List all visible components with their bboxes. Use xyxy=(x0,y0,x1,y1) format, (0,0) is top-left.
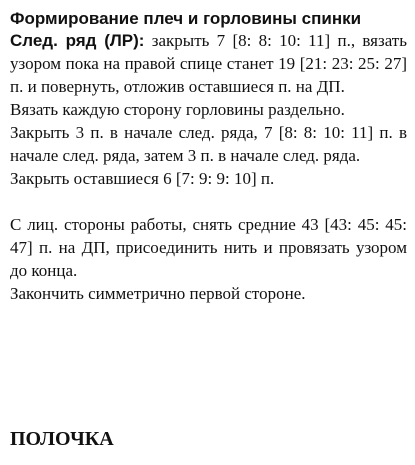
document-page xyxy=(10,8,407,450)
instruction-step-2: Вязать каждую сторону горловины раздельно. xyxy=(10,100,345,119)
instruction-step-5: С лиц. стороны работы, снять средние 43 [43: 45: 45: 47] п. на ДП, присоединить нить и провязать узором до конца. xyxy=(10,215,407,280)
paragraph-spacer xyxy=(10,190,407,213)
instruction-step-6: Закончить симметрично первой стороне. xyxy=(10,284,306,303)
section-heading: Формирование плеч и горловины спинки xyxy=(10,9,362,28)
instruction-step-3: Закрыть 3 п. в начале след. ряда, 7 [8: 8: 10: 11] п. в начале след. ряда, затем 3 п. в начале след. ряда. xyxy=(10,123,407,165)
row-label: След. ряд (ЛР): xyxy=(10,31,145,50)
next-section-title: ПОЛОЧКА xyxy=(10,428,114,450)
row-text: закрыть 7 [8: 8: 10: 11] п., вязать узором пока на правой спице станет 19 [21: 23: 25: 27] п. и повернуть, отложив оставшиеся п. на ДП. xyxy=(10,31,407,96)
instruction-step-4: Закрыть оставшиеся 6 [7: 9: 9: 10] п. xyxy=(10,169,275,188)
instruction-step-1 xyxy=(10,29,407,98)
